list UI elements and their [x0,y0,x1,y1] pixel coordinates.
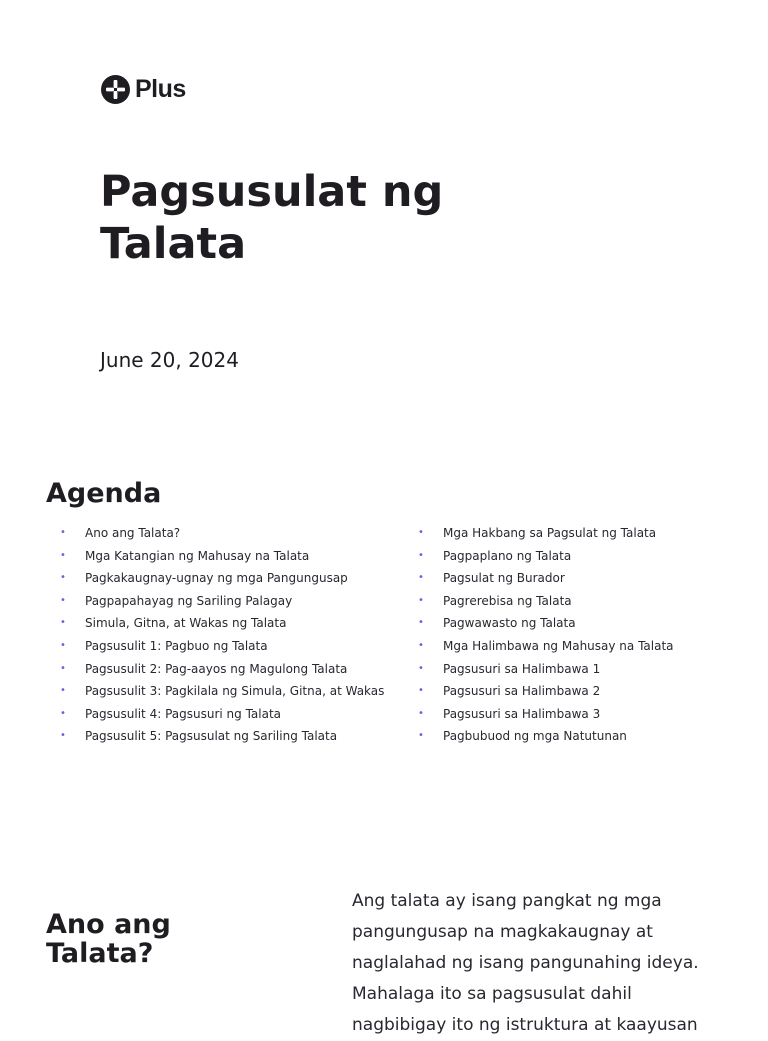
agenda-heading: Agenda [46,478,162,509]
agenda-item [418,725,674,748]
agenda-item-label: Pagpaplano ng Talata [443,548,572,563]
agenda-item [60,567,384,590]
agenda-item-label: Ano ang Talata? [85,526,181,540]
bullet-icon: • [60,639,66,651]
agenda-item [60,703,384,726]
brand-logo [101,75,186,104]
agenda-item [418,703,674,726]
plus-logo-icon [101,75,130,104]
agenda-item-label: Pagsulat ng Burador [443,571,565,586]
agenda-item-label: Mga Halimbawa ng Mahusay na Talata [443,638,674,653]
brand-name: Plus [135,75,186,103]
agenda-item-label: Pagkakaugnay-ugnay ng mga Pangungusap [85,571,348,586]
page-title [100,166,443,270]
agenda-item-label: Pagsusulit 4: Pagsusuri ng Talata [85,706,282,721]
bullet-icon: • [60,617,66,629]
section-heading-line-1: Ano ang [46,909,171,940]
bullet-icon: • [60,685,66,697]
agenda-item-label: Pagsusulit 3: Pagkilala ng Simula, Gitna, at Wakas [85,684,385,699]
bullet-icon: • [60,707,66,719]
bullet-icon: • [418,572,424,584]
section-body-text: Ang talata ay isang pangkat ng mga pangungusap na magkakaugnay at naglalahad ng isang pangunahing ideya. Mahalaga ito sa pagsusulat dahil nagbibigay ito ng istruktura at kaayusan [352,891,699,1035]
agenda-item [418,522,674,545]
agenda-item-label: Pagsusulit 1: Pagbuo ng Talata [85,638,268,653]
bullet-icon: • [60,594,66,606]
bullet-icon: • [418,685,424,697]
agenda-item-label: Pagsusulit 5: Pagsusulat ng Sariling Talata [85,729,338,744]
bullet-icon: • [418,707,424,719]
agenda-item-label: Pagsusuri sa Halimbawa 1 [443,661,601,676]
agenda-item [60,658,384,681]
agenda-item [418,545,674,568]
bullet-icon: • [418,617,424,629]
section-heading [46,910,171,968]
bullet-icon: • [418,527,424,538]
section-heading-line-2: Talata? [46,938,154,969]
agenda-item [60,725,384,748]
bullet-icon: • [418,662,424,674]
agenda-item-label: Pagsusuri sa Halimbawa 3 [443,706,601,721]
bullet-icon: • [418,730,424,742]
agenda-item [418,612,674,635]
agenda-item [60,545,384,568]
agenda-item [60,612,384,635]
bullet-icon: • [60,730,66,742]
agenda-list-left [60,522,384,748]
agenda-item [418,590,674,613]
agenda-item [418,567,674,590]
agenda-item-label: Mga Hakbang sa Pagsulat ng Talata [443,526,657,540]
agenda-item [60,635,384,658]
title-line-1: Pagsusulat ng [100,167,444,217]
agenda-item [60,522,384,545]
agenda-item-label: Pagwawasto ng Talata [443,616,576,631]
agenda-item [60,680,384,703]
title-line-2: Talata [100,219,247,269]
agenda-item-label: Simula, Gitna, at Wakas ng Talata [85,616,287,631]
bullet-icon: • [418,639,424,651]
agenda-list-right [418,522,674,748]
agenda-item [418,635,674,658]
bullet-icon: • [60,527,66,538]
bullet-icon: • [60,572,66,584]
bullet-icon: • [60,662,66,674]
agenda-item [418,680,674,703]
bullet-icon: • [418,549,424,561]
agenda-item [418,658,674,681]
agenda-item-label: Pagpapahayag ng Sariling Palagay [85,593,293,608]
bullet-icon: • [60,549,66,561]
bullet-icon: • [418,594,424,606]
agenda-item-label: Mga Katangian ng Mahusay na Talata [85,548,310,563]
agenda-item-label: Pagbubuod ng mga Natutunan [443,729,627,744]
agenda-item-label: Pagrerebisa ng Talata [443,593,572,608]
document-date: June 20, 2024 [100,348,239,372]
agenda-item-label: Pagsusuri sa Halimbawa 2 [443,684,601,699]
agenda-item [60,590,384,613]
agenda-item-label: Pagsusulit 2: Pag-aayos ng Magulong Talata [85,661,348,676]
